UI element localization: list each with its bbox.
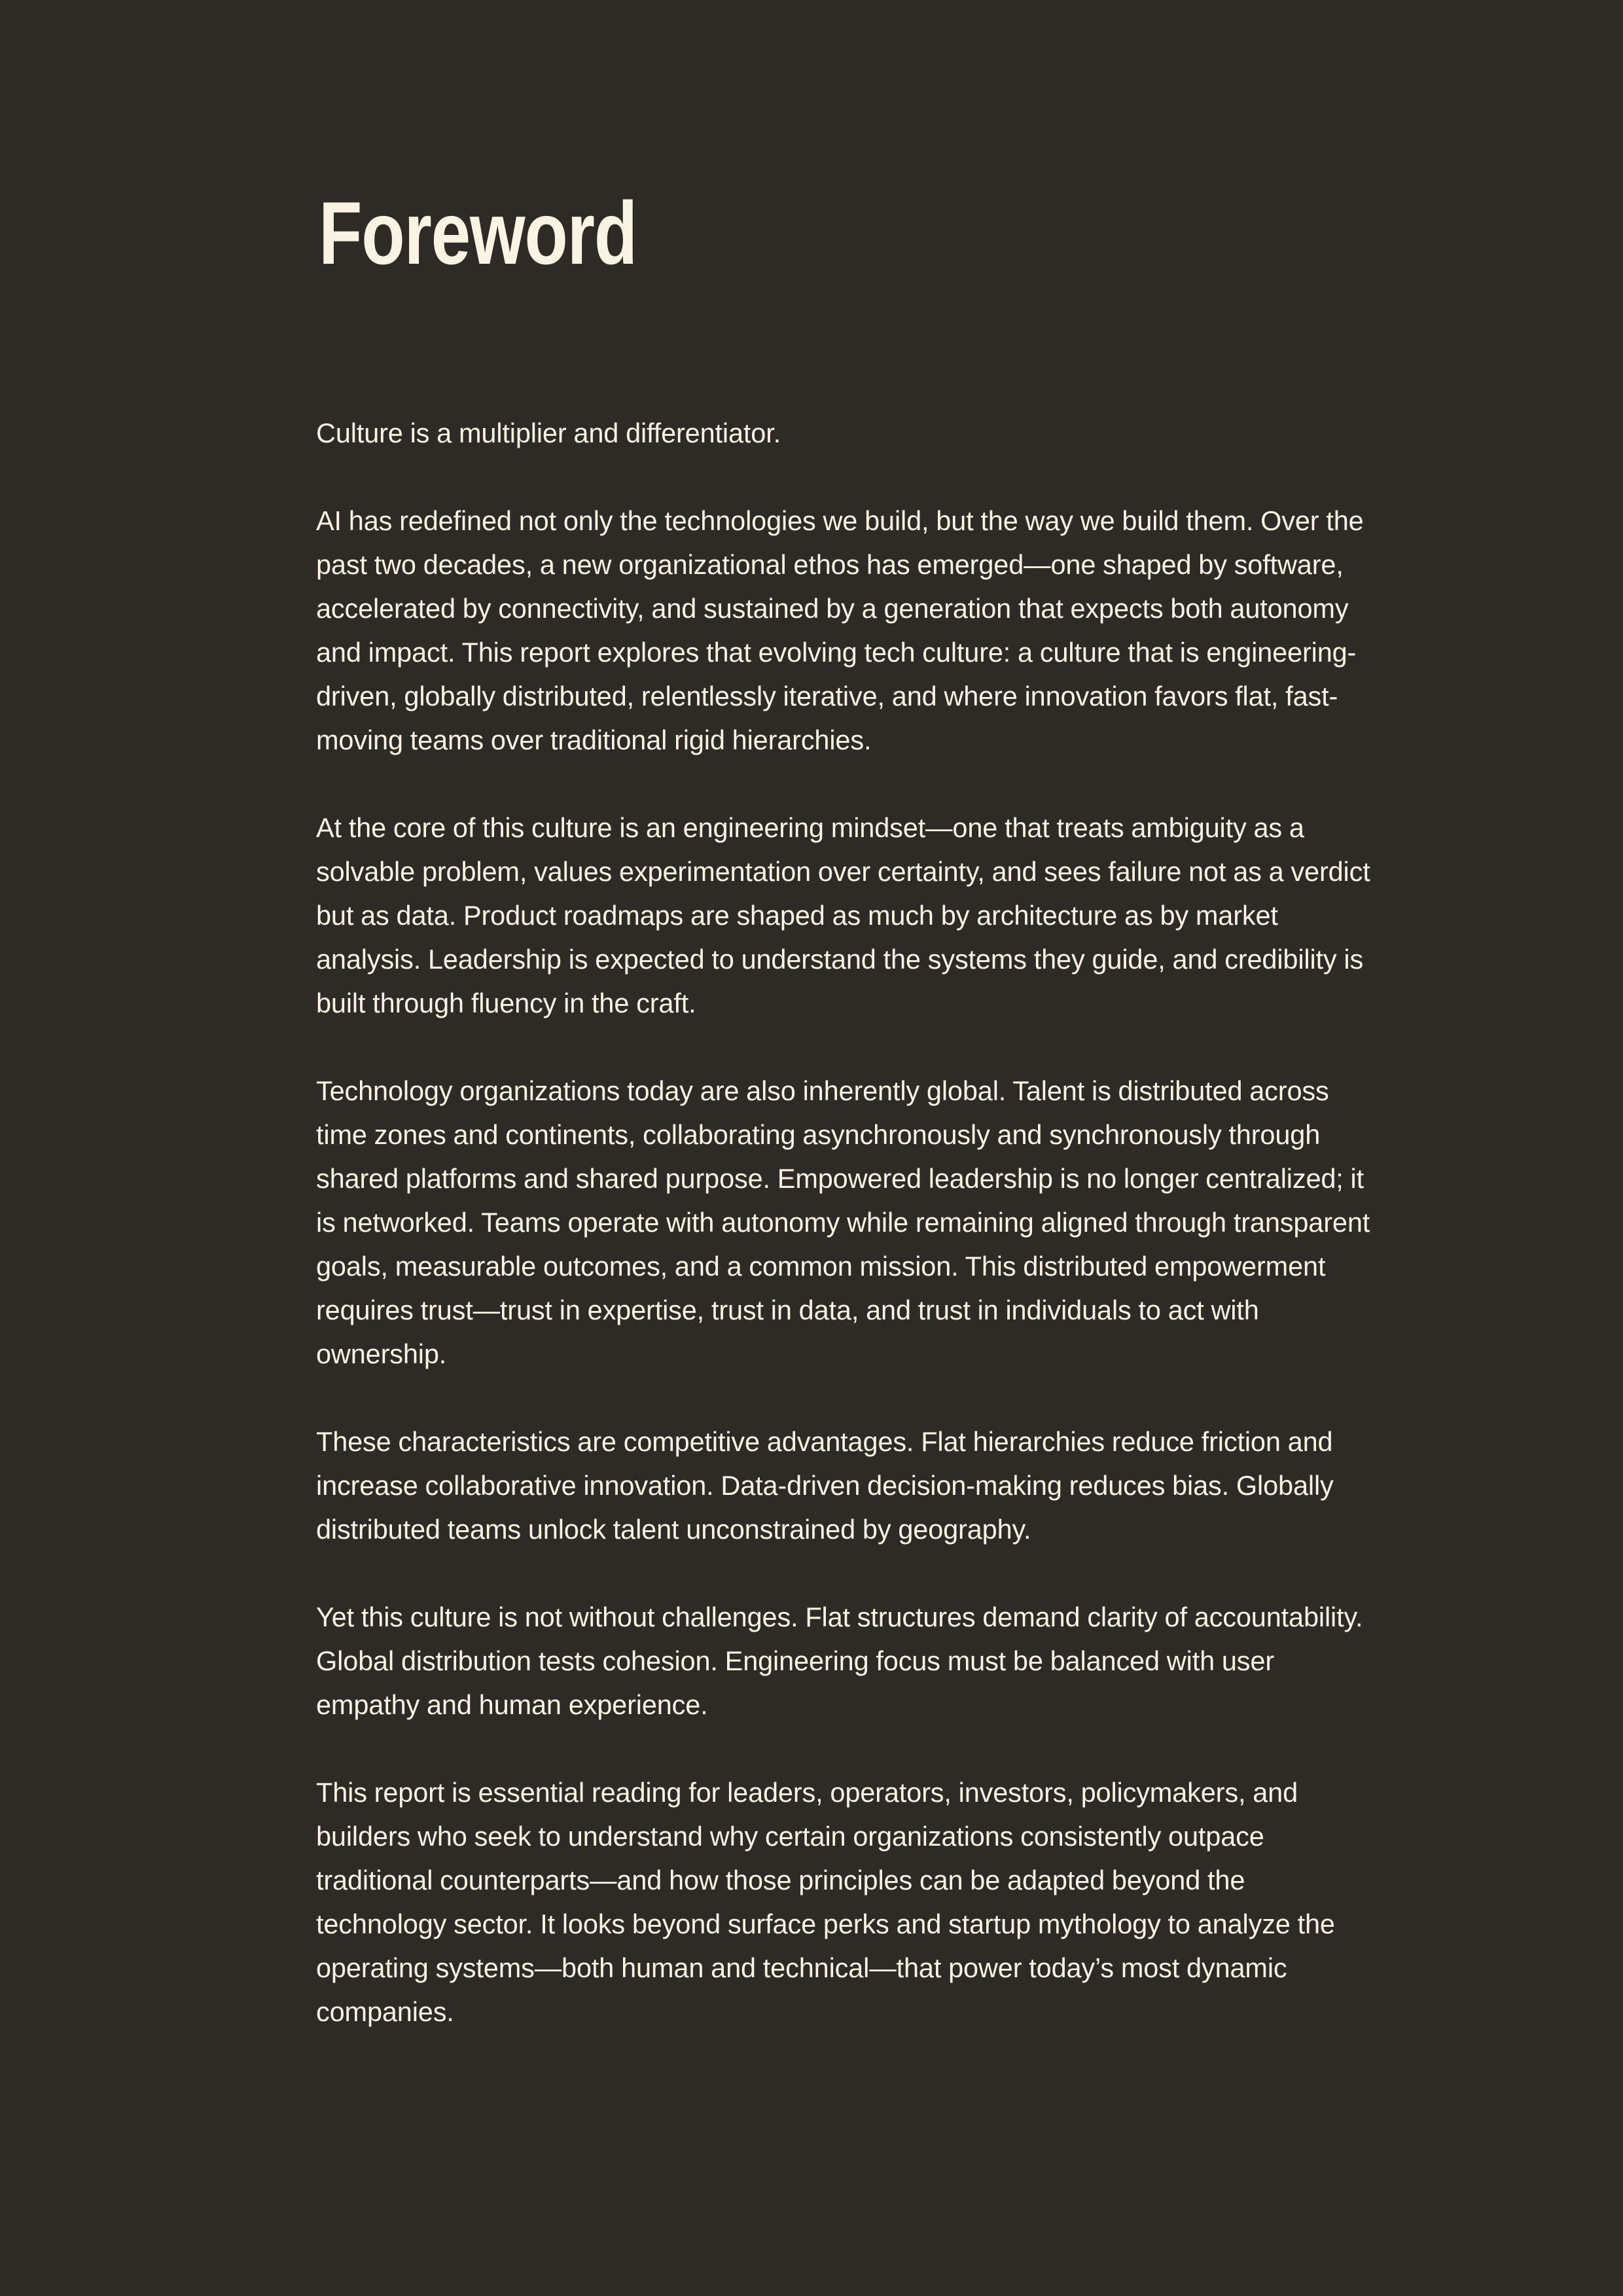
paragraph-2: At the core of this culture is an engineering mindset—one that treats ambiguity as a solvable problem, values experimentation over certainty, and sees failure not as a verdict but as data. Product roadmaps are shaped as much by architecture as by market analysis. Leadership is expected to understand the systems they guide, and credibility is built through fluency in the craft. [316,812,1370,1018]
page-title: Foreword [319,183,637,283]
paragraph-4: These characteristics are competitive advantages. Flat hierarchies reduce friction and increase collaborative innovation. Data-driven decision-making reduces bias. Globally distributed teams unlock talent unconstrained by geography. [316,1426,1334,1545]
paragraph-6: This report is essential reading for leaders, operators, investors, policymakers, and builders who seek to understand why certain organizations consistently outpace traditional counterparts—and how those principles can be adapted beyond the technology sector. It looks beyond surface perks and startup mythology to analyze the operating systems—both human and technical—that power today’s most dynamic companies. [316,1777,1335,2027]
paragraph-3: Technology organizations today are also inherently global. Talent is distributed across time zones and continents, collaborating asynchronously and synchronously through shared platforms and shared purpose. Empowered leadership is no longer centralized; it is networked. Teams operate with autonomy while remaining aligned through transparent goals, measurable outcomes, and a common mission. This distributed empowerment requires trust—trust in expertise, trust in data, and trust in individuals to act with ownership. [316,1075,1370,1369]
foreword-body [316,411,1380,2034]
paragraph-lede: Culture is a multiplier and differentiator. [316,418,781,448]
paragraph-1: AI has redefined not only the technologies we build, but the way we build them. Over the past two decades, a new organizational ethos has emerged—one shaped by software, accelerated by connectivity, and sustained by a generation that expects both autonomy and impact. This report explores that evolving tech culture: a culture that is engineering-driven, globally distributed, relentlessly iterative, and where innovation favors flat, fast-moving teams over traditional rigid hierarchies. [316,505,1364,755]
paragraph-5: Yet this culture is not without challenges. Flat structures demand clarity of accountability. Global distribution tests cohesion. Engineering focus must be balanced with user empathy and human experience. [316,1602,1363,1720]
